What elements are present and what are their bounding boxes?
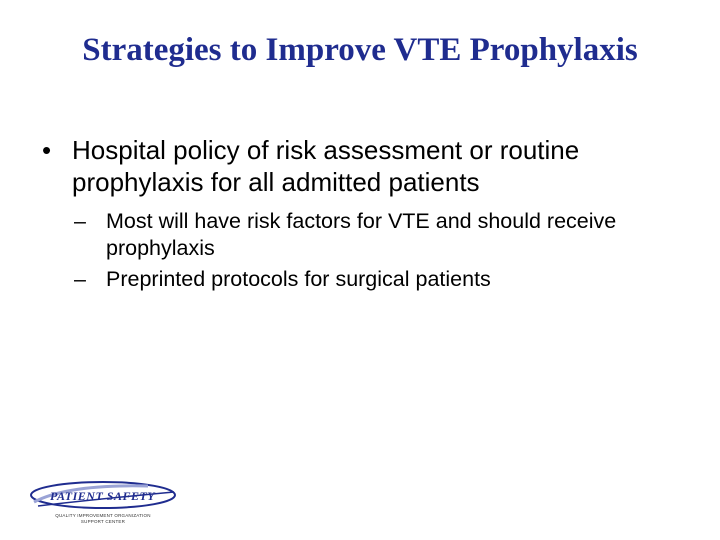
slide-title: Strategies to Improve VTE Prophylaxis: [82, 32, 638, 68]
bullet-list: [42, 134, 702, 297]
bullet-text: Hospital policy of risk assessment or routine prophylaxis for all admitted patients: [72, 135, 580, 197]
logo-subtitle-line: QUALITY IMPROVEMENT ORGANIZATION: [55, 513, 151, 518]
logo-name: PATIENT SAFETY: [50, 489, 156, 503]
sub-bullet-marker: –: [74, 267, 86, 291]
sub-bullet-text: Preprinted protocols for surgical patients: [106, 267, 491, 291]
sub-bullet-text: Most will have risk factors for VTE and should receive prophylaxis: [106, 209, 617, 260]
logo-subtitle-line: SUPPORT CENTER: [80, 518, 126, 524]
sub-bullet-item: [74, 208, 702, 262]
sub-bullet-item: [74, 266, 702, 293]
patient-safety-logo: [28, 480, 178, 528]
logo-subtitle: [38, 513, 168, 524]
sub-bullet-marker: –: [74, 209, 86, 233]
sub-bullet-list: [42, 208, 702, 293]
bullet-item: [42, 134, 702, 198]
bullet-marker: •: [42, 135, 52, 165]
